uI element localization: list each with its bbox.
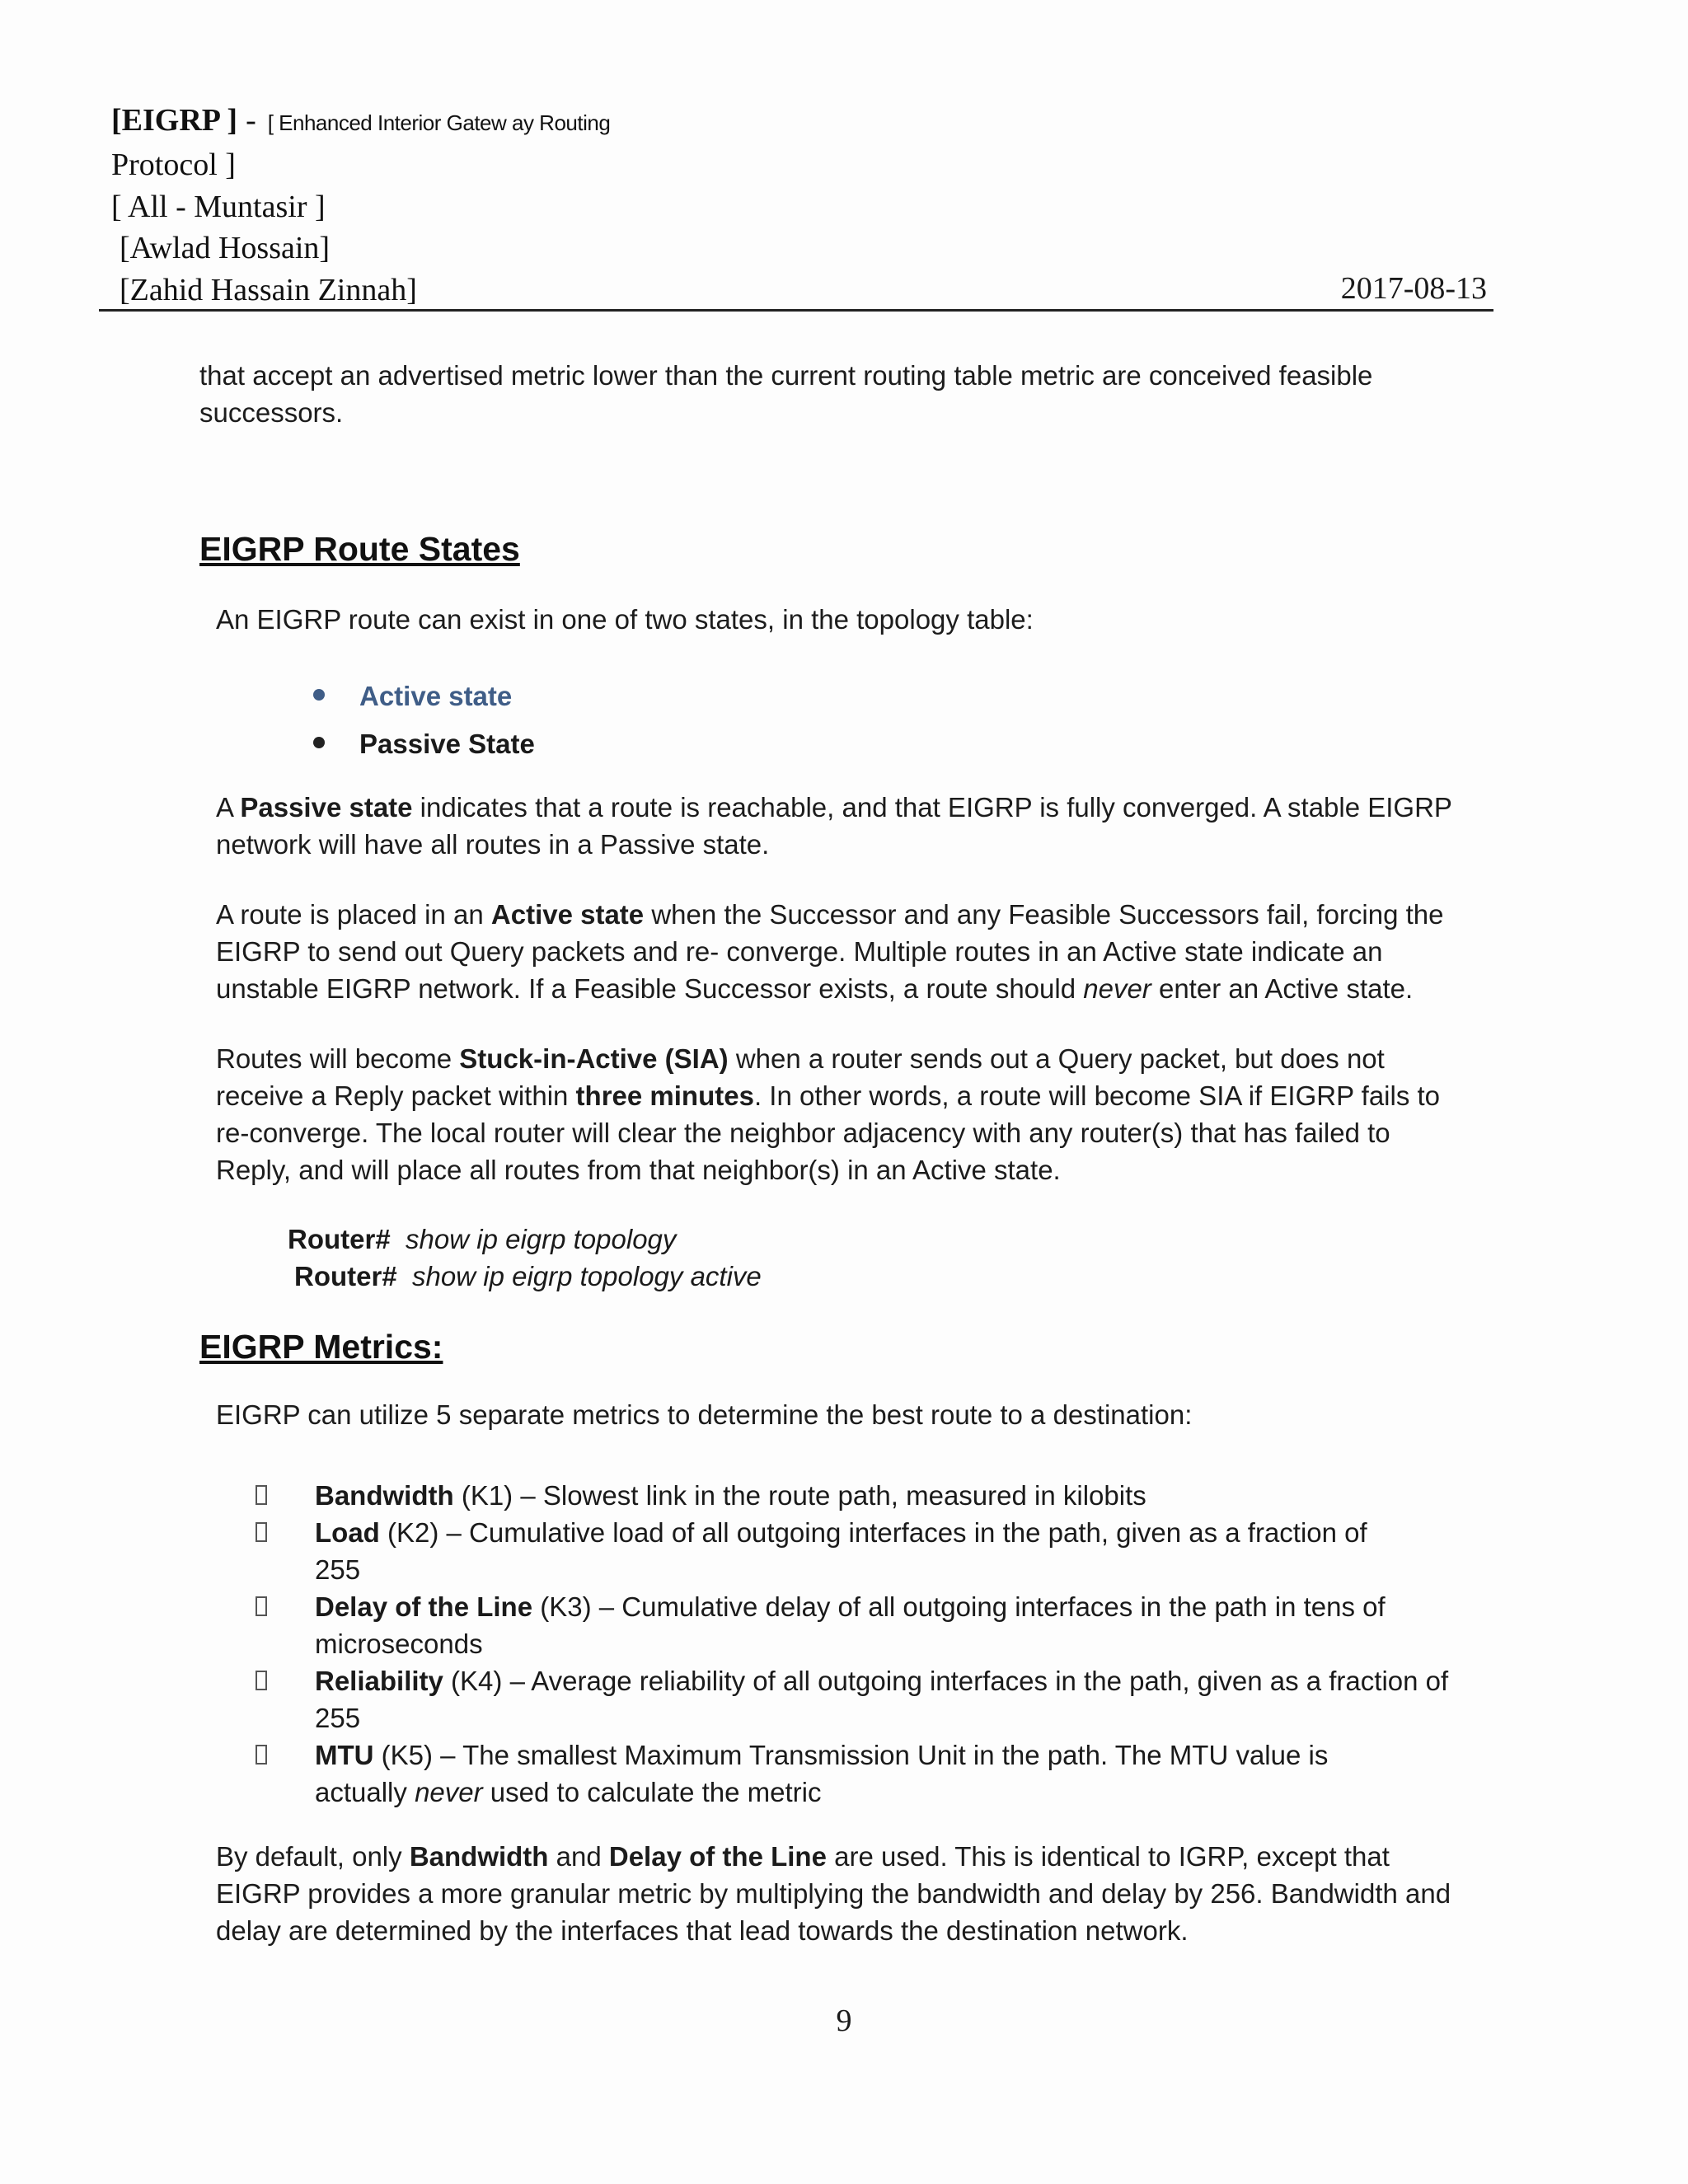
bullet-label: Active state [359,681,513,711]
text-run: Routes will become [216,1043,460,1074]
bullet-label: Passive State [359,729,535,759]
command-line-1 [288,1224,676,1255]
metric-name: MTU [315,1740,374,1770]
bullet-dot-icon [313,737,325,748]
metrics-default-paragraph [216,1838,1469,1949]
command-prompt: Router# [294,1261,397,1291]
emphasis-never: never [1083,973,1151,1004]
missing-glyph-box-icon [256,1522,267,1542]
bullet-active-state [313,681,512,712]
metric-text [315,1477,1467,1514]
missing-glyph-box-icon [256,1745,267,1765]
term-delay: Delay of the Line [608,1841,827,1872]
metric-item-mtu [256,1736,1467,1811]
header-date: 2017-08-13 [1340,271,1487,306]
metric-desc: used to calculate the metric [482,1777,822,1807]
metric-desc: (K1) – Slowest link in the route path, measured in kilobits [453,1480,1146,1511]
missing-glyph-box-icon [256,1671,267,1690]
metric-item-bandwidth [256,1477,1467,1514]
route-states-lead: An EIGRP route can exist in one of two states, in the topology table: [216,604,1034,635]
command-text: show ip eigrp topology [406,1224,677,1254]
header-line-protocol: Protocol ] [111,148,236,182]
command-prompt: Router# [288,1224,391,1254]
text-run: A route is placed in an [216,899,491,930]
metrics-lead: EIGRP can utilize 5 separate metrics to determine the best route to a destination: [216,1399,1193,1430]
metric-name: Bandwidth [315,1480,454,1511]
text-run: By default, only [216,1841,410,1872]
command-line-2 [294,1261,762,1292]
header-author-2: [Awlad Hossain] [120,231,331,265]
metric-name: Load [315,1517,380,1548]
metric-name: Delay of the Line [315,1591,533,1622]
text-run: when the Successor and any Feasible Successors fail, forcing the EIGRP to send out Query packets and re- converge. Multiple routes in an Active state indicate an unstable EIGRP network. If a Feasible Successor exists, a route should [216,899,1444,1004]
emphasis-never: never [415,1777,483,1807]
bullet-dot-icon [313,689,325,701]
metric-name: Reliability [315,1666,443,1696]
command-text: show ip eigrp topology active [412,1261,762,1291]
page-number: 9 [836,2004,852,2038]
intro-paragraph: that accept an advertised metric lower than the current routing table metric are conceived feasible successors. [199,360,1373,428]
term-three-minutes: three minutes [575,1080,754,1111]
sia-paragraph [216,1040,1469,1188]
active-state-paragraph [216,896,1469,1007]
missing-glyph-box-icon [256,1596,267,1616]
metric-desc: (K5) – The smallest Maximum Transmission Unit in the path. The MTU value is actually [315,1740,1329,1807]
missing-glyph-box-icon [256,1485,267,1505]
section-heading-route-states: EIGRP Route States [199,530,520,568]
metric-item-delay [256,1588,1467,1662]
term-bandwidth: Bandwidth [409,1841,549,1872]
header-author-1: [ All - Muntasir ] [111,190,326,224]
text-run: A [216,792,241,823]
metric-item-load [256,1514,1467,1588]
bullet-passive-state [313,729,535,760]
term-active-state: Active state [490,899,645,930]
header-title-bold: [EIGRP ] [111,103,238,138]
document-header-title [111,102,610,138]
metric-text [315,1514,1403,1588]
term-passive-state: Passive state [240,792,413,823]
text-run: indicates that a route is reachable, and that EIGRP is fully converged. A stable EIGRP network will have all routes in a Passive state. [216,792,1452,860]
term-sia: Stuck-in-Active (SIA) [459,1043,729,1074]
metric-desc: (K2) – Cumulative load of all outgoing interfaces in the path, given as a fraction of 255 [315,1517,1367,1585]
section-heading-metrics: EIGRP Metrics: [199,1328,443,1366]
metric-text [315,1588,1403,1662]
header-author-3: [Zahid Hassain Zinnah] [120,273,417,307]
text-run: enter an Active state. [1151,973,1414,1004]
metric-item-reliability [256,1662,1467,1736]
text-run: when a router sends out a Query packet, but does not receive a Reply packet within [216,1043,1385,1111]
metric-desc: (K4) – Average reliability of all outgoing interfaces in the path, given as a fraction of 255 [315,1666,1449,1733]
header-divider [99,309,1493,312]
metric-text [315,1662,1452,1736]
header-title-dash: - [246,103,256,138]
text-run: . In other words, a route will become SIA if EIGRP fails to re-converge. The local router will clear the neighbor adjacency with any router(s) that has failed to Reply, and will place all routes from that neighbor(s) in an Active state. [216,1080,1441,1185]
header-title-sub: [ Enhanced Interior Gatew ay Routing [267,110,611,135]
text-run: and [548,1841,609,1872]
metric-text [315,1736,1403,1811]
metric-desc: (K3) – Cumulative delay of all outgoing interfaces in the path in tens of microseconds [315,1591,1386,1659]
passive-state-paragraph [216,789,1469,863]
text-run: are used. This is identical to IGRP, except that EIGRP provides a more granular metric by multiplying the bandwidth and delay by 256. Bandwidth and delay are determined by the interfaces that lead towards the destination network. [216,1841,1451,1946]
